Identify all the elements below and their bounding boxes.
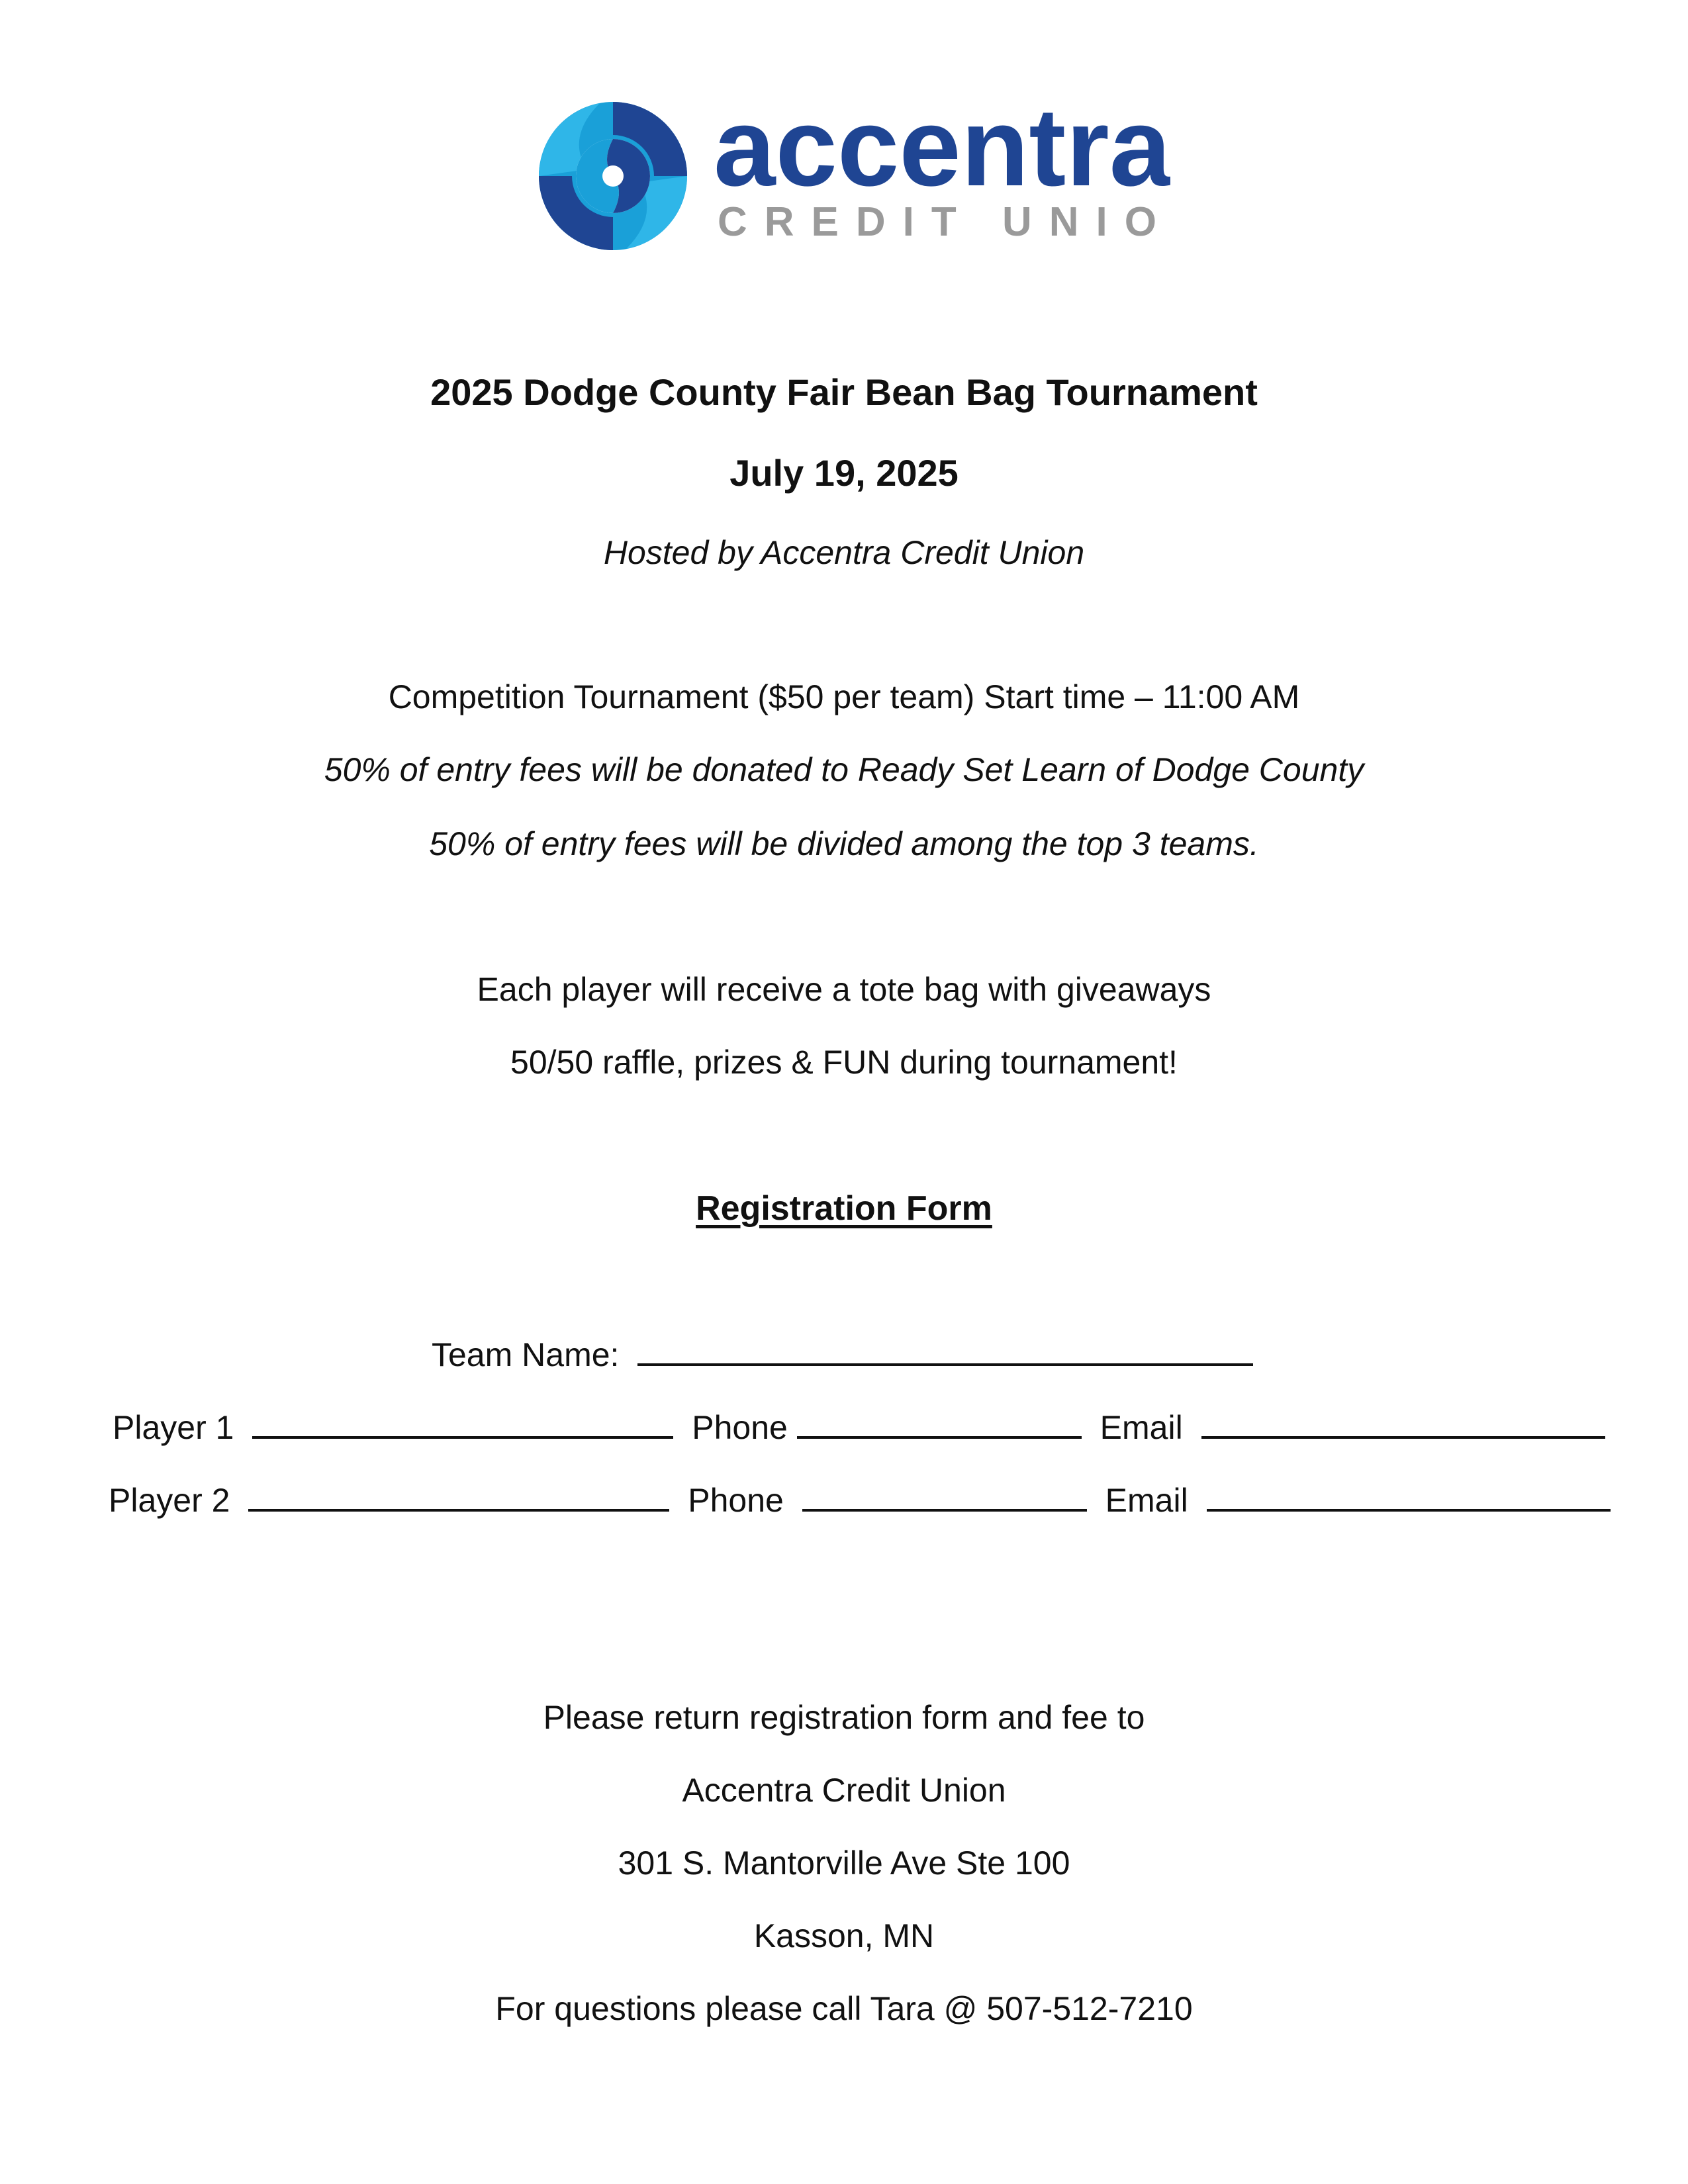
raffle-info: 50/50 raffle, prizes & FUN during tournament! (510, 1044, 1178, 1081)
registration-form-heading: Registration Form (696, 1189, 992, 1228)
accentra-swirl-logo-icon (535, 98, 1170, 254)
team-name-label: Team Name: (432, 1336, 620, 1373)
player1-row (113, 1407, 1605, 1447)
event-date: July 19, 2025 (729, 452, 959, 494)
svg-text:CREDIT UNION: CREDIT UNION (718, 199, 1170, 245)
player2-label: Player 2 (109, 1482, 230, 1519)
player2-email-field[interactable] (1207, 1480, 1611, 1512)
player1-phone-field[interactable] (797, 1407, 1082, 1439)
player1-phone-label: Phone (692, 1409, 788, 1446)
player2-email-label: Email (1105, 1482, 1188, 1519)
player1-label: Player 1 (113, 1409, 234, 1446)
player2-phone-label: Phone (688, 1482, 784, 1519)
return-org-name: Accentra Credit Union (682, 1772, 1006, 1809)
prize-split-info: 50% of entry fees will be divided among the top 3 teams. (429, 825, 1259, 862)
player2-row (109, 1480, 1611, 1520)
player1-email-label: Email (1100, 1409, 1183, 1446)
player1-email-field[interactable] (1201, 1407, 1605, 1439)
contact-info: For questions please call Tara @ 507-512-7210 (495, 1990, 1193, 2027)
player1-name-field[interactable] (252, 1407, 673, 1439)
return-instructions: Please return registration form and fee to (543, 1699, 1145, 1736)
event-host: Hosted by Accentra Credit Union (603, 534, 1085, 571)
donation-info: 50% of entry fees will be donated to Ready Set Learn of Dodge County (324, 751, 1364, 788)
player2-name-field[interactable] (248, 1480, 669, 1512)
svg-text:accentra: accentra (714, 98, 1170, 209)
accentra-logo (535, 98, 1170, 254)
player2-phone-field[interactable] (802, 1480, 1087, 1512)
team-name-row (432, 1334, 1253, 1374)
tote-bag-info: Each player will receive a tote bag with giveaways (477, 971, 1211, 1008)
competition-info: Competition Tournament ($50 per team) Start time – 11:00 AM (388, 678, 1300, 715)
return-city: Kasson, MN (753, 1917, 935, 1954)
team-name-field[interactable] (637, 1334, 1253, 1366)
return-address: 301 S. Mantorville Ave Ste 100 (618, 1844, 1070, 1882)
event-title: 2025 Dodge County Fair Bean Bag Tournament (430, 371, 1258, 413)
